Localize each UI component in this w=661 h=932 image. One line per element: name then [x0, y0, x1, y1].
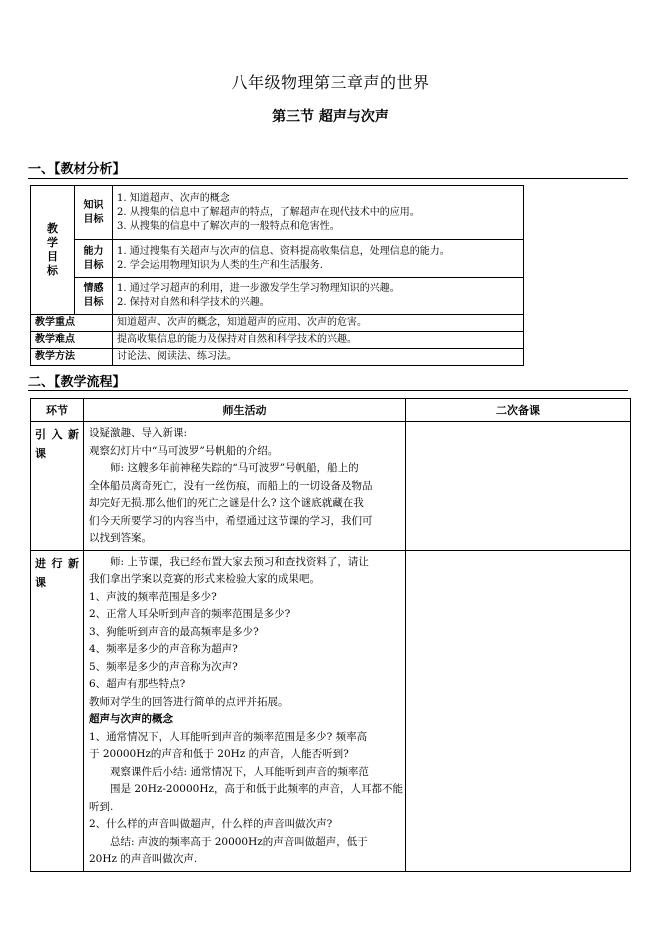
intro-notes: [406, 422, 631, 551]
method-content: 讨论法、阅读法、练习法。: [113, 349, 524, 366]
ability-goal-content: 1. 通过搜集有关超声与次声的信息、资料提高收集信息，处理信息的能力。 2. 学会运用物理知识为人类的生产和生活服务.: [113, 240, 524, 278]
teaching-process-table: [30, 398, 631, 872]
table-row: [31, 332, 524, 349]
emotion-goal-label: 情感 目标: [75, 278, 113, 315]
table-row: [31, 422, 631, 551]
difficulty-label: 教学难点: [31, 332, 113, 349]
main-notes: [406, 550, 631, 871]
ability-goal-label: 能力 目标: [75, 240, 113, 278]
method-label: 教学方法: [31, 349, 113, 366]
stage-intro: 引 入 新 课: [31, 422, 84, 551]
emotion-goal-content: 1. 通过学习超声的利用，进一步激发学生学习物理知识的兴趣。 2. 保持对自然和科学技术的兴趣。: [113, 278, 524, 315]
table-row: [31, 278, 524, 315]
textbook-analysis-table: [30, 185, 524, 366]
header-stage: 环节: [31, 399, 84, 422]
table-header-row: [31, 399, 631, 422]
header-activity: 师生活动: [84, 399, 406, 422]
difficulty-content: 提高收集信息的能力及保持对自然和科学技术的兴趣。: [113, 332, 524, 349]
section-heading-analysis: 一、【教材分析】: [28, 162, 126, 177]
main-activity: 师: 上节课，我已经布置大家去预习和查找资料了，请让 我们拿出学案以竞赛的形式来检验大家的成果吧。 1、声波的频率范围是多少? 2、正常人耳朵听到声音的频率范围是多少? 3、狗能听到声音的最高频率是多少? 4、频率是多少的声音称为超声? 5、频率是多少的声音称为次声? 6、超声有那些特点? 教师对学生的回答进行简单的点评并拓展。 超声与次声的概念 1、通常情况下，人耳能听到声音的频率范围是多少? 频率高 于 20000Hz的声音和低于 20Hz 的声音，人能否听到? 观察课件后小结: 通常情况下，人耳能听到声音的频率范 围是 20Hz-20000Hz，高于和低于此频率的声音，人耳都不能 听到. 2、什么样的声音叫做超声，什么样的声音叫做次声? 总结: 声波的频率高于 20000Hz的声音叫做超声，低于 20Hz 的声音叫做次声.: [84, 550, 406, 871]
concept-heading: 超声与次声的概念: [89, 713, 173, 725]
stage-main: 进 行 新 课: [31, 550, 84, 871]
section-heading-process: 二、【教学流程】: [28, 375, 126, 390]
table-row: [31, 349, 524, 366]
section-divider: [28, 390, 628, 391]
table-row: [31, 186, 524, 240]
section-divider: [28, 178, 628, 179]
section-subtitle: 第三节 超声与次声: [272, 109, 389, 125]
knowledge-goal-content: 1. 知道超声、次声的概念 2. 从搜集的信息中了解超声的特点，了解超声在现代技术中的应用。 3. 从搜集的信息中了解次声的一般特点和危害性。: [113, 186, 524, 240]
key-point-label: 教学重点: [31, 315, 113, 332]
teaching-goals-label: 教 学 目 标: [31, 186, 75, 315]
intro-activity: 设疑激趣、导入新课: 观察幻灯片中“马可波罗”号帆船的介绍。 师: 这艘多年前神秘失踪的“马可波罗”号帆船，船上的 全体船员离奇死亡，没有一丝伤痕，而船上的一切设备及物品 却完好无损.那么他们的死亡之谜是什么? 这个谜底就藏在我 们今天所要学习的内容当中，希望通过这节课的学习，我们可 以找到答案。: [84, 422, 406, 551]
table-row: [31, 240, 524, 278]
knowledge-goal-label: 知识 目标: [75, 186, 113, 240]
key-point-content: 知道超声、次声的概念，知道超声的应用、次声的危害。: [113, 315, 524, 332]
header-notes: 二次备课: [406, 399, 631, 422]
table-row: [31, 550, 631, 871]
table-row: [31, 315, 524, 332]
document-title: 八年级物理第三章声的世界: [231, 73, 430, 92]
